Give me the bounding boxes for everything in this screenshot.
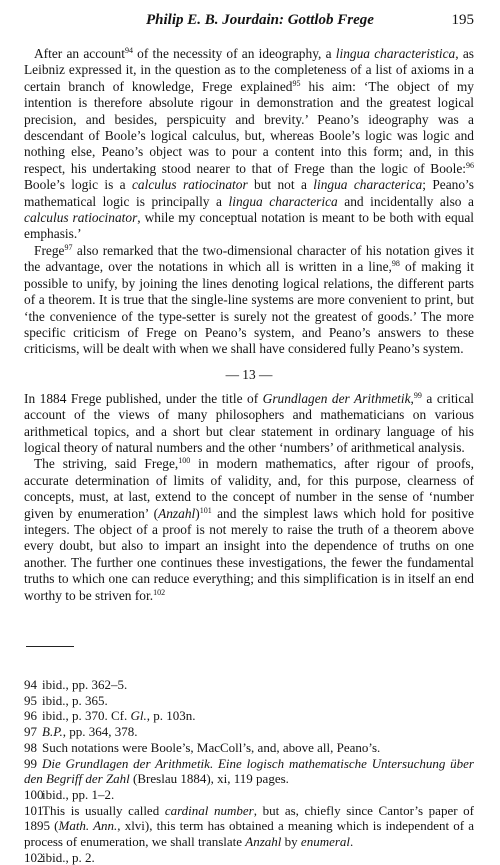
italic-term: calculus ratiocinator	[131, 177, 248, 193]
footnotes	[24, 677, 474, 865]
running-title: Philip E. B. Jourdain: Gottlob Frege	[146, 12, 374, 28]
footnote-text: , p. 103n.	[146, 708, 196, 724]
italic-term: lingua characteristica	[335, 46, 456, 61]
footnote-italic: enumeral	[300, 834, 351, 850]
footnote-italic: Die Grundlagen der Arithmetik. Eine logisch mathematische Untersuchung über den Begriff der Zahl	[24, 755, 474, 787]
text-run: but not a	[247, 177, 314, 193]
footnote-ref-98[interactable]: 98	[391, 259, 400, 269]
footnote-text: Such notations were Boole’s, MacColl’s, and, above all, Peano’s.	[42, 739, 381, 755]
footnote-number: 97	[24, 724, 37, 740]
footnote-text: , xlvi), this term has obtained a meaning which is independent of a process of enumeration, we shall translate	[24, 818, 474, 850]
footnote-97	[24, 724, 474, 740]
footnote-ref-95[interactable]: 95	[292, 78, 301, 88]
footnote-number: 98	[24, 739, 37, 755]
italic-term: lingua characterica	[228, 193, 338, 209]
footnote-text: , pp. 364, 378.	[62, 724, 138, 740]
footnote-italic: B.P.	[42, 724, 63, 740]
footnote-text: by	[281, 834, 301, 850]
footnote-102	[24, 850, 474, 865]
text-run: and incidentally also a	[337, 193, 474, 209]
footnote-ref-96[interactable]: 96	[466, 160, 474, 170]
text-run: , as Leibniz expressed it, in the question as to the completeness of a list of axioms in a certain branch of knowledge, Frege explained	[24, 46, 474, 94]
footnote-101	[24, 803, 474, 850]
text-run: In 1884 Frege published, under the title of	[24, 390, 263, 406]
footnote-number: 95	[24, 692, 37, 708]
text-run: also remarked that the two-dimensional character of his notation gives it the advantage, over the notations in which all is written in a line,	[24, 242, 474, 275]
footnote-italic: cardinal number	[164, 802, 254, 818]
footnote-text: ibid., pp. 362–5.	[42, 677, 128, 692]
footnote-number: 100	[24, 786, 44, 802]
footnote-text: This is usually called	[42, 802, 165, 818]
text-run: a critical account of the views of many philosophers and mathematicians on various arithmetical topics, and a short but clear statement in ordinary language of his logical theory of natural numbers and the other ‘numbers’ of arithmetical analysis.	[24, 390, 475, 455]
italic-term: lingua characterica	[313, 177, 423, 193]
footnote-number: 99	[24, 755, 37, 771]
footnote-95	[24, 693, 474, 709]
text-run: Boole’s logic is a	[24, 177, 132, 193]
page-number: 195	[451, 12, 474, 28]
footnote-94	[24, 677, 474, 693]
paragraph-1	[24, 46, 474, 243]
paragraph-3	[24, 391, 474, 457]
footnote-number: 96	[24, 708, 37, 724]
footnote-rule	[26, 646, 74, 647]
footnote-number: 102	[24, 849, 44, 865]
footnote-text: ibid., p. 2.	[42, 849, 95, 865]
book-title: Grundlagen der Arithmetik	[262, 390, 411, 406]
footnote-text: , but as, chiefly since Cantor’s paper of 1895 (	[24, 802, 474, 834]
text-run: of the necessity of an ideography, a	[132, 46, 336, 61]
text-run: The striving, said Frege,	[34, 456, 179, 472]
footnote-italic: Math. Ann.	[58, 818, 118, 834]
text-run: , while my conceptual notation is meant to be both with equal emphasis.’	[24, 210, 474, 242]
book-page	[24, 10, 474, 865]
text-run: After an account	[34, 46, 125, 61]
footnote-ref-100[interactable]: 100	[178, 456, 191, 466]
footnote-ref-102[interactable]: 102	[153, 587, 166, 597]
footnote-ref-97[interactable]: 97	[64, 242, 73, 252]
footnote-100	[24, 787, 474, 803]
text-run: his aim: ‘The object of my intention is therefore absolute rigour in demonstration and the greatest logical precision, and besides, perspicuity and brevity.’ Peano’s ideography was a descendant of Boole’s logical calculus, but, whereas Boole’s logic was logic and nothing else, Peano’s object was to pour a content into this form; and, in this respect, his undertaking stood nearer to that of Frege than the logic of Boole:	[24, 78, 474, 176]
italic-term: Anzahl	[158, 505, 196, 521]
text-run: and the simplest laws which hold for positive integers. The object of a proof is not merely to raise the truth of a theorem above every doubt, but also to impart an insight into the dependence of truths on one another. The further one continues these investigations, the fewer the fundamental truths to which one can reduce everything; and this simplification is in itself an end worthy to be striven for.	[24, 505, 474, 603]
footnote-96	[24, 708, 474, 724]
footnote-99	[24, 756, 474, 787]
footnote-ref-94[interactable]: 94	[124, 46, 133, 55]
section-marker: — 13 —	[225, 366, 273, 382]
footnote-text: ibid., p. 370. Cf.	[42, 708, 131, 724]
footnote-text: ibid., pp. 1–2.	[42, 786, 115, 802]
paragraph-4	[24, 456, 474, 604]
footnote-98	[24, 740, 474, 756]
footnote-italic: Gl.	[130, 708, 147, 724]
text-run: ; Peano’s mathematical logic is principally a	[24, 177, 474, 209]
paragraph-2	[24, 243, 474, 358]
footnote-text: .	[350, 834, 354, 850]
text-run: )	[195, 505, 200, 521]
footnote-text: ibid., p. 365.	[42, 692, 108, 708]
footnote-number: 94	[24, 677, 37, 692]
footnote-ref-99[interactable]: 99	[413, 390, 422, 400]
footnote-italic: Anzahl	[245, 834, 282, 850]
italic-term: calculus ratiocinator	[24, 210, 138, 226]
footnote-text: (Breslau 1884), xi, 119 pages.	[129, 771, 289, 787]
footnote-ref-101[interactable]: 101	[199, 505, 212, 515]
text-run: Frege	[34, 242, 65, 258]
text-run: in modern mathematics, after rigour of proofs, accurate determination of limits of validity, and, for this purpose, clearness of concepts, must, at last, extend to the concept of number in the sense of ‘number given by enumeration’ (	[24, 456, 474, 521]
text-run: of making it possible to unify, by joining the lines denoting logical relations, the different parts of a theorem. It is true that the single-line systems are more convenient to print, but ‘the convenience of the type-setter is surely not the greatest of goods.’ The more specific criticism of Frege on Peano’s system, and Peano’s answers to these criticisms, will be dealt with when we shall have considered fully Peano’s system.	[24, 259, 475, 357]
text-run: ,	[410, 390, 414, 406]
footnote-number: 101	[24, 802, 44, 818]
running-header	[24, 10, 474, 32]
